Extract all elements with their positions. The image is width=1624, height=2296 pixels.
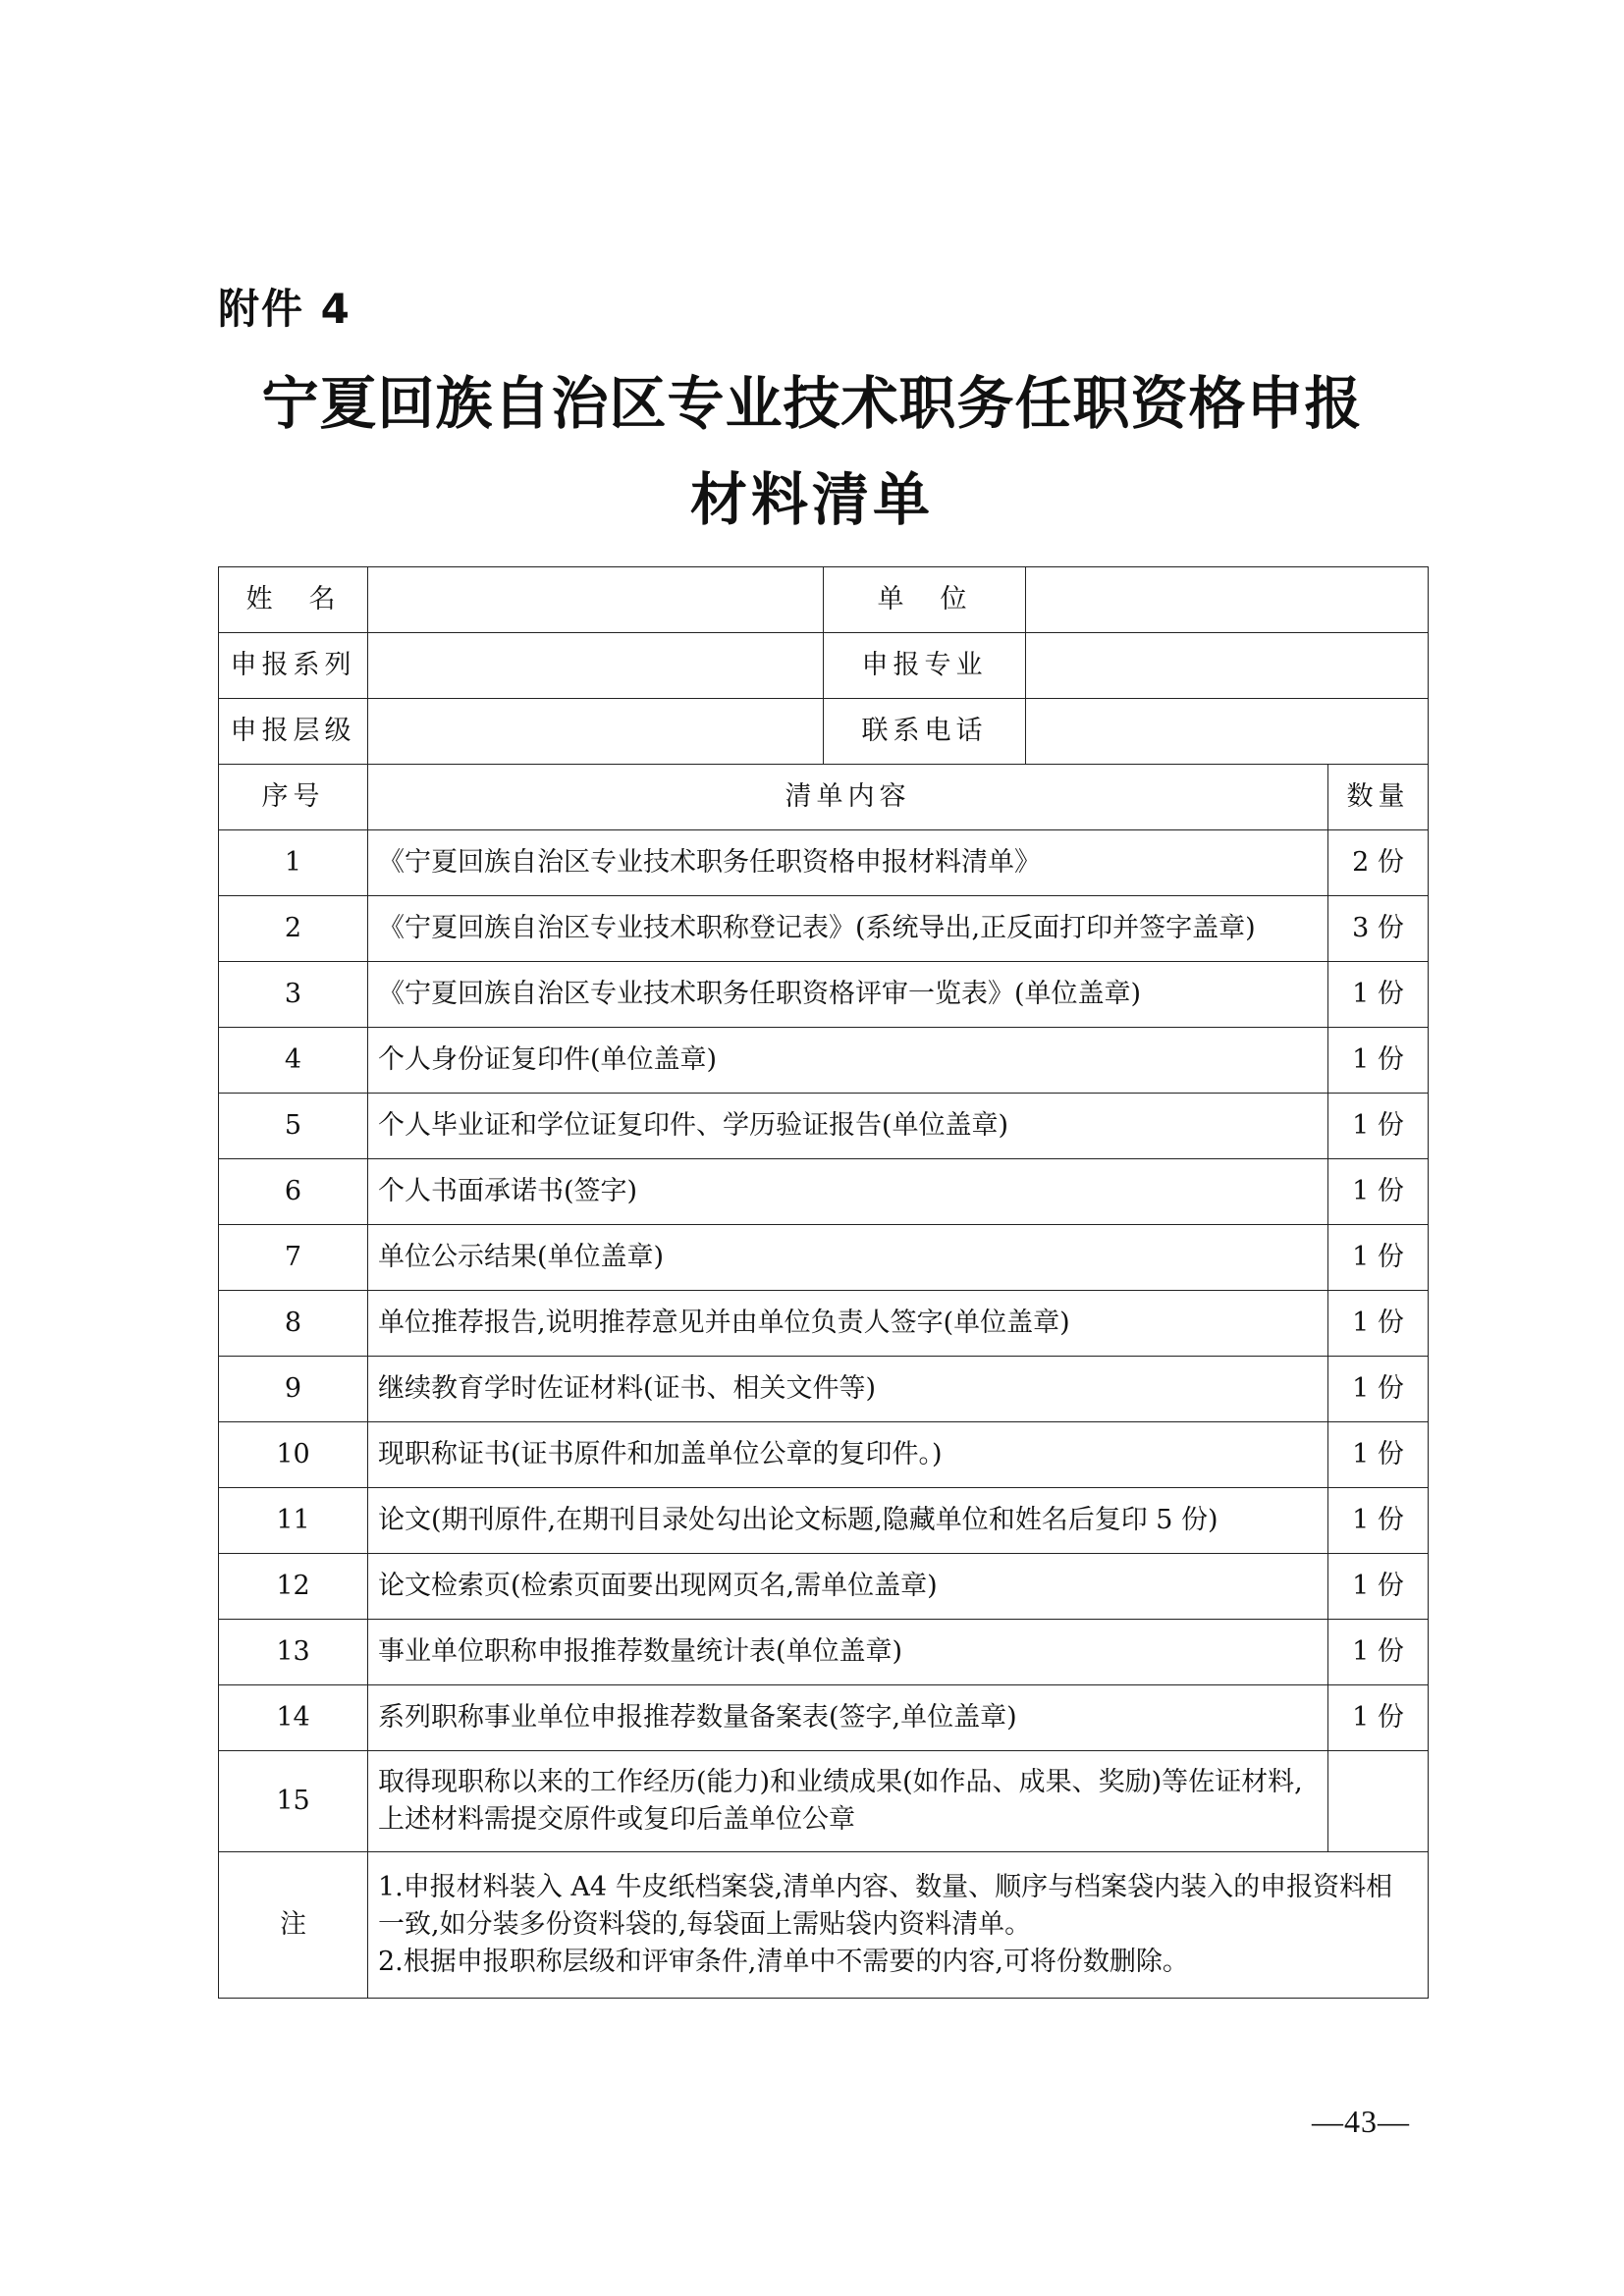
info-row-series bbox=[219, 633, 1429, 699]
header-content: 清单内容 bbox=[368, 765, 1328, 830]
item-content: 《宁夏回族自治区专业技术职称登记表》(系统导出,正反面打印并签字盖章) bbox=[368, 896, 1328, 962]
item-content: 继续教育学时佐证材料(证书、相关文件等) bbox=[368, 1357, 1328, 1422]
table-row bbox=[219, 1094, 1429, 1159]
item-rows bbox=[219, 830, 1429, 1852]
item-content: 个人书面承诺书(签字) bbox=[368, 1159, 1328, 1225]
item-quantity: 1 份 bbox=[1328, 1488, 1429, 1554]
table-row bbox=[219, 1028, 1429, 1094]
item-quantity: 2 份 bbox=[1328, 830, 1429, 896]
page-number: —43— bbox=[1312, 2104, 1410, 2139]
item-content: 单位推荐报告,说明推荐意见并由单位负责人签字(单位盖章) bbox=[368, 1291, 1328, 1357]
info-row-level bbox=[219, 699, 1429, 765]
item-content: 个人毕业证和学位证复印件、学历验证报告(单位盖章) bbox=[368, 1094, 1328, 1159]
item-quantity bbox=[1328, 1751, 1429, 1852]
level-label: 申报层级 bbox=[219, 699, 368, 765]
phone-label: 联系电话 bbox=[824, 699, 1026, 765]
item-content: 单位公示结果(单位盖章) bbox=[368, 1225, 1328, 1291]
table-row bbox=[219, 1685, 1429, 1751]
table-row bbox=[219, 1291, 1429, 1357]
series-label: 申报系列 bbox=[219, 633, 368, 699]
series-field[interactable] bbox=[368, 633, 824, 699]
item-quantity: 1 份 bbox=[1328, 1620, 1429, 1685]
name-field[interactable] bbox=[368, 567, 824, 633]
materials-table bbox=[218, 566, 1429, 1999]
item-quantity: 3 份 bbox=[1328, 896, 1429, 962]
header-quantity: 数量 bbox=[1328, 765, 1429, 830]
item-content: 事业单位职称申报推荐数量统计表(单位盖章) bbox=[368, 1620, 1328, 1685]
table-row bbox=[219, 830, 1429, 896]
level-field[interactable] bbox=[368, 699, 824, 765]
item-content: 现职称证书(证书原件和加盖单位公章的复印件。) bbox=[368, 1422, 1328, 1488]
document-title-line2: 材料清单 bbox=[689, 466, 934, 533]
unit-label: 单 位 bbox=[824, 567, 1026, 633]
major-label: 申报专业 bbox=[824, 633, 1026, 699]
header-index: 序号 bbox=[219, 765, 368, 830]
attachment-label: 附件 4 bbox=[218, 285, 352, 333]
item-index: 2 bbox=[219, 896, 368, 962]
item-content: 系列职称事业单位申报推荐数量备案表(签字,单位盖章) bbox=[368, 1685, 1328, 1751]
item-index: 13 bbox=[219, 1620, 368, 1685]
note-content bbox=[368, 1852, 1429, 1999]
item-quantity: 1 份 bbox=[1328, 1554, 1429, 1620]
item-quantity: 1 份 bbox=[1328, 1357, 1429, 1422]
item-index: 5 bbox=[219, 1094, 368, 1159]
table-row bbox=[219, 1488, 1429, 1554]
note-row bbox=[219, 1852, 1429, 1999]
item-quantity: 1 份 bbox=[1328, 962, 1429, 1028]
phone-field[interactable] bbox=[1026, 699, 1429, 765]
item-quantity: 1 份 bbox=[1328, 1291, 1429, 1357]
item-content: 《宁夏回族自治区专业技术职务任职资格评审一览表》(单位盖章) bbox=[368, 962, 1328, 1028]
item-index: 14 bbox=[219, 1685, 368, 1751]
item-index: 3 bbox=[219, 962, 368, 1028]
item-quantity: 1 份 bbox=[1328, 1685, 1429, 1751]
item-index: 6 bbox=[219, 1159, 368, 1225]
item-content: 论文(期刊原件,在期刊目录处勾出论文标题,隐藏单位和姓名后复印 5 份) bbox=[368, 1488, 1328, 1554]
table-row bbox=[219, 1620, 1429, 1685]
item-content: 取得现职称以来的工作经历(能力)和业绩成果(如作品、成果、奖励)等佐证材料,上述材料需提交原件或复印后盖单位公章 bbox=[368, 1751, 1328, 1852]
header-row bbox=[219, 765, 1429, 830]
major-field[interactable] bbox=[1026, 633, 1429, 699]
table-row bbox=[219, 1554, 1429, 1620]
document-title: 宁夏回族自治区专业技术职务任职资格申报 bbox=[261, 370, 1363, 437]
item-quantity: 1 份 bbox=[1328, 1159, 1429, 1225]
item-quantity: 1 份 bbox=[1328, 1225, 1429, 1291]
item-quantity: 1 份 bbox=[1328, 1422, 1429, 1488]
table-row bbox=[219, 1422, 1429, 1488]
table-row bbox=[219, 1357, 1429, 1422]
item-index: 11 bbox=[219, 1488, 368, 1554]
item-index: 9 bbox=[219, 1357, 368, 1422]
item-content: 《宁夏回族自治区专业技术职务任职资格申报材料清单》 bbox=[368, 830, 1328, 896]
item-quantity: 1 份 bbox=[1328, 1028, 1429, 1094]
item-index: 12 bbox=[219, 1554, 368, 1620]
name-label: 姓 名 bbox=[219, 567, 368, 633]
item-index: 8 bbox=[219, 1291, 368, 1357]
table-row bbox=[219, 1225, 1429, 1291]
table-row bbox=[219, 1159, 1429, 1225]
info-row-name bbox=[219, 567, 1429, 633]
note-line-1: 1.申报材料装入 A4 牛皮纸档案袋,清单内容、数量、顺序与档案袋内装入的申报资料相一致,如分装多份资料袋的,每袋面上需贴袋内资料清单。 bbox=[378, 1872, 1393, 1940]
item-index: 7 bbox=[219, 1225, 368, 1291]
note-label: 注 bbox=[219, 1852, 368, 1999]
item-quantity: 1 份 bbox=[1328, 1094, 1429, 1159]
item-index: 1 bbox=[219, 830, 368, 896]
item-index: 15 bbox=[219, 1751, 368, 1852]
unit-field[interactable] bbox=[1026, 567, 1429, 633]
item-index: 10 bbox=[219, 1422, 368, 1488]
item-content: 论文检索页(检索页面要出现网页名,需单位盖章) bbox=[368, 1554, 1328, 1620]
item-content: 个人身份证复印件(单位盖章) bbox=[368, 1028, 1328, 1094]
item-index: 4 bbox=[219, 1028, 368, 1094]
table-row bbox=[219, 962, 1429, 1028]
note-line-2: 2.根据申报职称层级和评审条件,清单中不需要的内容,可将份数删除。 bbox=[378, 1947, 1189, 1977]
table-row bbox=[219, 896, 1429, 962]
table-row bbox=[219, 1751, 1429, 1852]
